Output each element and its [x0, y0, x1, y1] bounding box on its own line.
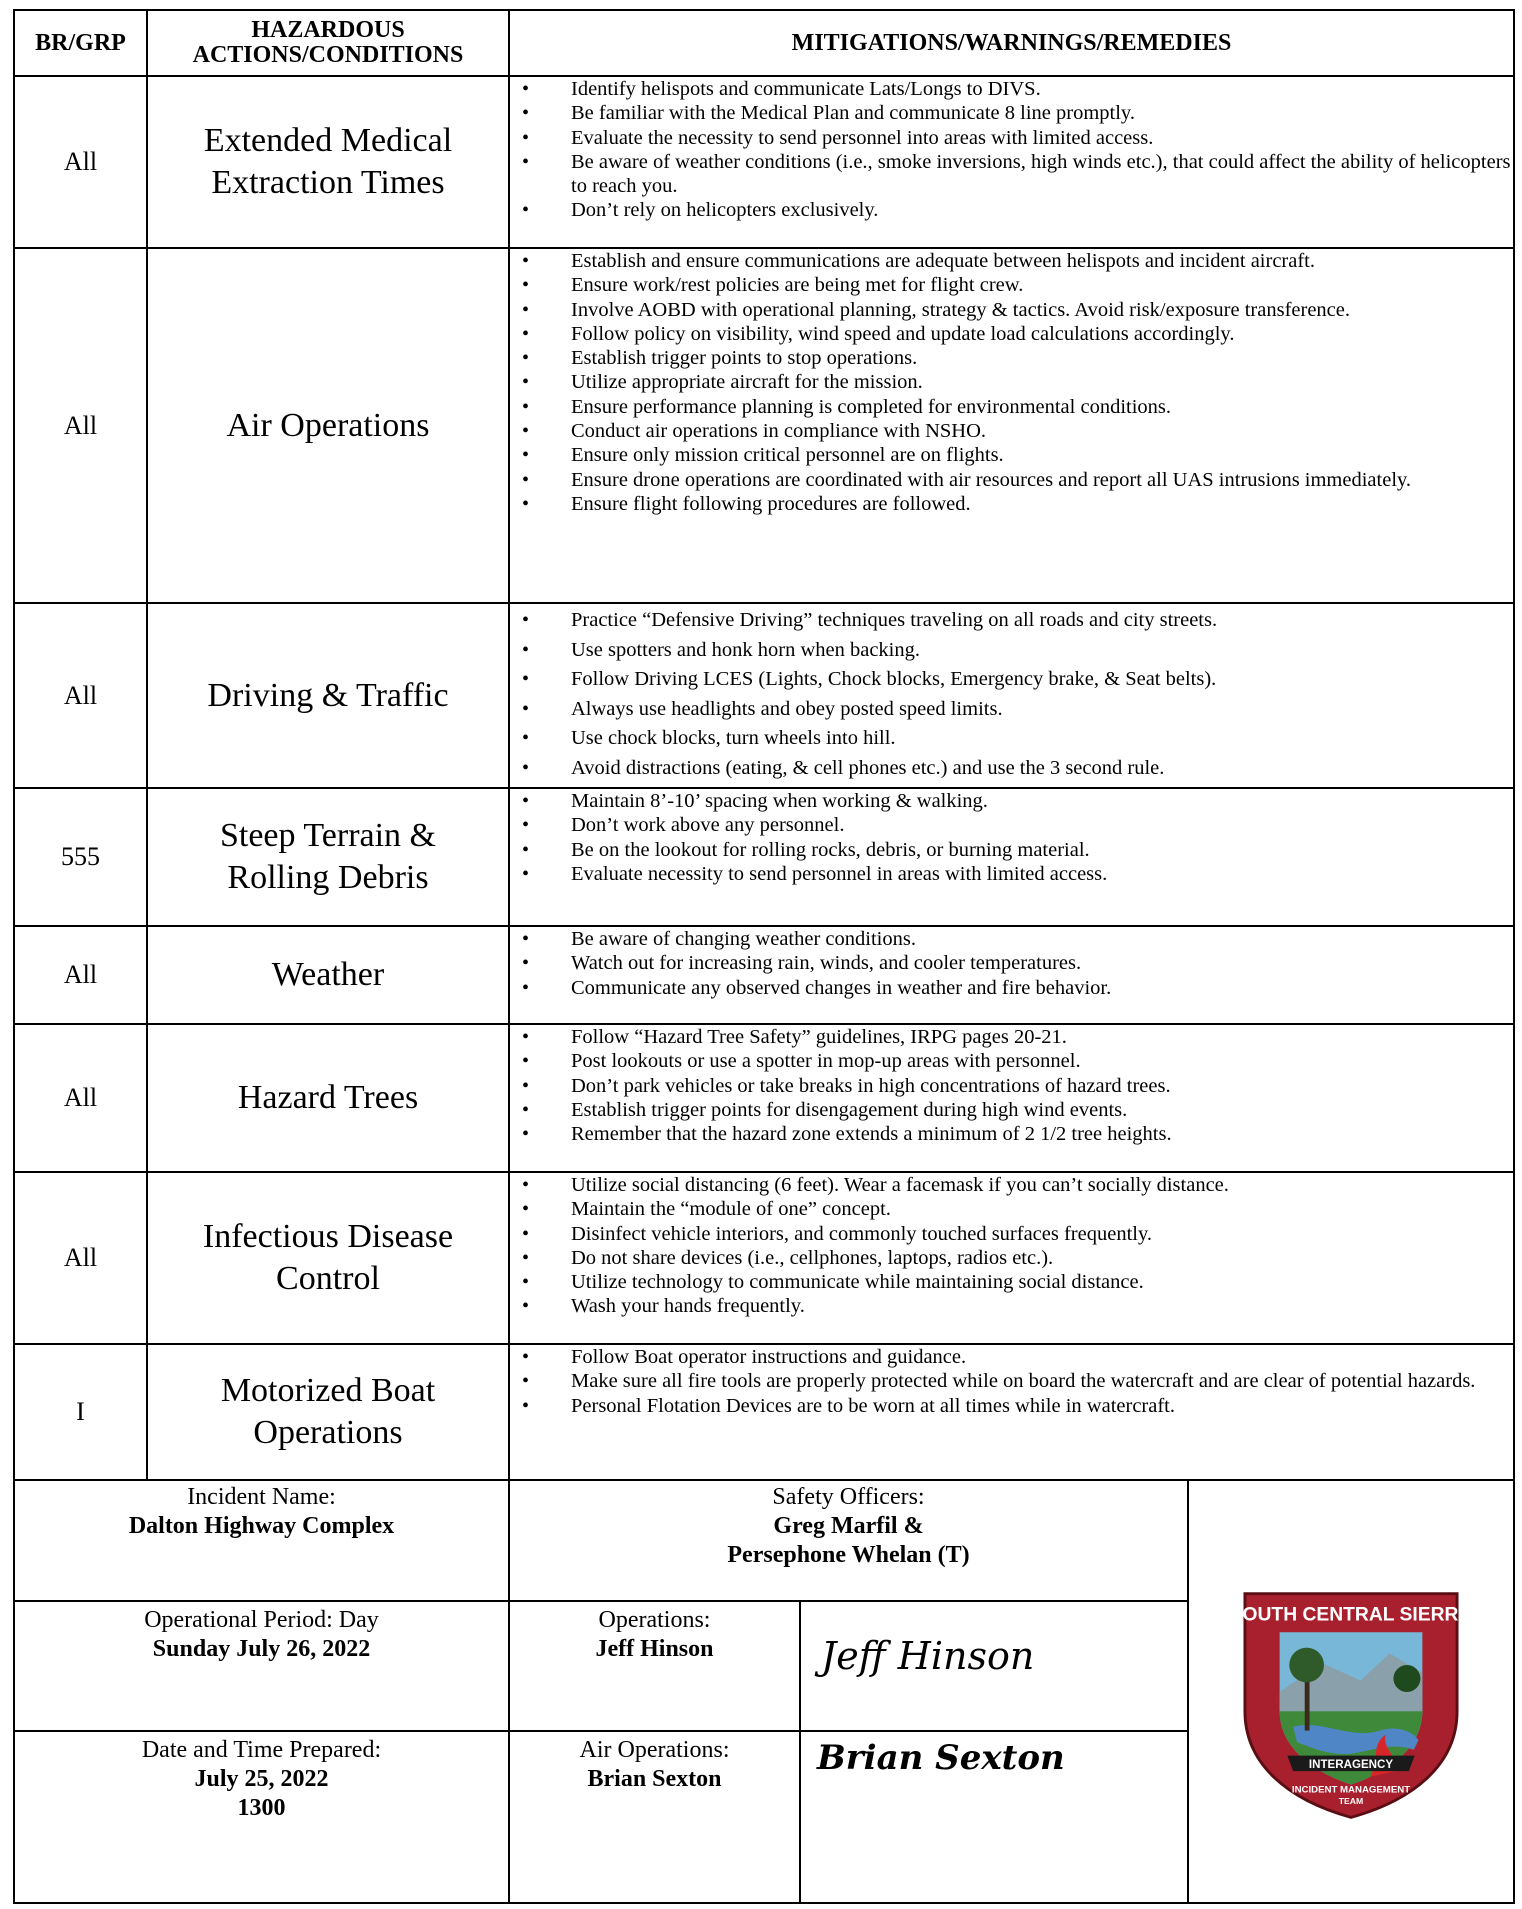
hazard-line1: Steep Terrain &	[219, 817, 437, 854]
incident-name: Dalton Highway Complex	[128, 1513, 395, 1539]
air-ops-signature-cell	[800, 1731, 1188, 1903]
list-item: • Be aware of weather conditions (i.e., smoke inversions, high winds etc.), that could affect the ability of helicopters to reach you.	[510, 150, 1513, 199]
hazard-line2: Operations	[253, 1414, 403, 1451]
hazard-cell	[147, 1024, 509, 1172]
list-item: • Be familiar with the Medical Plan and communicate 8 line promptly.	[510, 101, 1513, 125]
header-row	[14, 10, 1514, 76]
list-item: • Communicate any observed changes in weather and fire behavior.	[510, 976, 1513, 1000]
list-item: • Remember that the hazard zone extends a minimum of 2 1/2 tree heights.	[510, 1122, 1513, 1146]
op-period-cell	[14, 1601, 509, 1731]
op-period-label: Operational Period: Day	[144, 1607, 379, 1633]
table-row	[14, 1024, 1514, 1172]
br-grp-cell: I	[14, 1344, 147, 1480]
br-grp-cell: All	[14, 76, 147, 248]
list-item: • Always use headlights and obey posted speed limits.	[510, 695, 1513, 725]
list-item: • Use chock blocks, turn wheels into hill.	[510, 724, 1513, 754]
logo-bottom-text-1: INCIDENT MANAGEMENT	[1291, 1783, 1411, 1795]
safety-officer-1: Greg Marfil &	[773, 1513, 924, 1539]
mitigation-cell	[509, 1024, 1514, 1172]
br-grp-cell: All	[14, 1024, 147, 1172]
incident-name-label: Incident Name:	[187, 1484, 336, 1510]
operations-name: Jeff Hinson	[595, 1636, 714, 1662]
hazard-header-line2: ACTIONS/CONDITIONS	[192, 42, 464, 68]
air-ops-signature: Brian Sexton	[817, 1738, 1065, 1778]
hazard-cell	[147, 1172, 509, 1344]
logo-cell	[1188, 1480, 1514, 1903]
list-item: • Establish and ensure communications are adequate between helispots and incident aircraft.	[510, 249, 1513, 273]
hazard-line1: Infectious Disease	[202, 1218, 454, 1255]
list-item: • Practice “Defensive Driving” techniques traveling on all roads and city streets.	[510, 606, 1513, 636]
mitigation-list	[510, 1173, 1513, 1319]
list-item: • Ensure drone operations are coordinated with air resources and report all UAS intrusions immediately.	[510, 468, 1513, 492]
safety-officers-cell	[509, 1480, 1188, 1601]
hazard-cell	[147, 1344, 509, 1480]
footer-row	[14, 1480, 1514, 1601]
logo-arc-text: SOUTH CENTRAL SIERRA	[1229, 1604, 1473, 1626]
hazard-cell	[147, 603, 509, 788]
list-item: • Follow Boat operator instructions and guidance.	[510, 1345, 1513, 1369]
table-row	[14, 248, 1514, 603]
br-grp-cell: All	[14, 248, 147, 603]
list-item: • Maintain 8’-10’ spacing when working & walking.	[510, 789, 1513, 813]
air-ops-name: Brian Sexton	[587, 1766, 722, 1792]
list-item: • Ensure flight following procedures are followed.	[510, 492, 1513, 516]
list-item: • Follow “Hazard Tree Safety” guidelines, IRPG pages 20-21.	[510, 1025, 1513, 1049]
table-row	[14, 1344, 1514, 1480]
list-item: • Utilize appropriate aircraft for the mission.	[510, 370, 1513, 394]
table-row	[14, 1172, 1514, 1344]
safety-message-sheet	[13, 9, 1513, 1904]
list-item: • Don’t rely on helicopters exclusively.	[510, 198, 1513, 222]
list-item: • Maintain the “module of one” concept.	[510, 1197, 1513, 1221]
mitigations-header: MITIGATIONS/WARNINGS/REMEDIES	[509, 10, 1514, 76]
list-item: • Don’t park vehicles or take breaks in high concentrations of hazard trees.	[510, 1074, 1513, 1098]
hazard-line1: Weather	[271, 956, 385, 993]
mitigation-cell	[509, 76, 1514, 248]
mitigation-list	[510, 1025, 1513, 1146]
op-period: Sunday July 26, 2022	[152, 1636, 371, 1662]
list-item: • Make sure all fire tools are properly protected while on board the watercraft and are clear of potential hazards.	[510, 1369, 1513, 1393]
hazard-cell	[147, 76, 509, 248]
list-item: • Utilize social distancing (6 feet). Wear a facemask if you can’t socially distance.	[510, 1173, 1513, 1197]
logo-bottom-text-2: TEAM	[1338, 1795, 1364, 1806]
incident-name-cell	[14, 1480, 509, 1601]
list-item: • Use spotters and honk horn when backing.	[510, 636, 1513, 666]
hazard-line2: Extraction Times	[211, 164, 445, 201]
prepared-date: July 25, 2022	[194, 1766, 329, 1792]
operations-signature-cell	[800, 1601, 1188, 1731]
mitigation-cell	[509, 1172, 1514, 1344]
hazard-cell	[147, 248, 509, 603]
list-item: • Ensure work/rest policies are being met for flight crew.	[510, 273, 1513, 297]
list-item: • Do not share devices (i.e., cellphones, laptops, radios etc.).	[510, 1246, 1513, 1270]
br-grp-cell: All	[14, 603, 147, 788]
mitigation-list	[510, 249, 1513, 516]
br-grp-cell: 555	[14, 788, 147, 926]
table-row	[14, 788, 1514, 926]
hazard-line1: Air Operations	[226, 406, 430, 444]
hazard-line2: Control	[276, 1260, 380, 1297]
hazard-line1: Driving & Traffic	[207, 676, 449, 714]
mitigation-cell	[509, 926, 1514, 1024]
hazard-line1: Motorized Boat	[220, 1372, 436, 1409]
logo-banner-text: INTERAGENCY	[1308, 1758, 1394, 1771]
mitigation-cell	[509, 248, 1514, 603]
list-item: • Avoid distractions (eating, & cell phones etc.) and use the 3 second rule.	[510, 754, 1513, 784]
hazard-header-line1: HAZARDOUS	[251, 17, 405, 43]
list-item: • Conduct air operations in compliance with NSHO.	[510, 419, 1513, 443]
operations-label: Operations:	[598, 1607, 711, 1633]
hazard-line2: Rolling Debris	[227, 859, 429, 896]
safety-officers-label: Safety Officers:	[772, 1484, 925, 1510]
footer-table	[13, 1479, 1515, 1904]
table-row	[14, 926, 1514, 1024]
operations-signature: Jeff Hinson	[821, 1634, 1035, 1678]
air-ops-label: Air Operations:	[579, 1737, 730, 1763]
list-item: • Be on the lookout for rolling rocks, debris, or burning material.	[510, 838, 1513, 862]
prepared-cell	[14, 1731, 509, 1903]
list-item: • Evaluate necessity to send personnel in areas with limited access.	[510, 862, 1513, 886]
hazard-cell	[147, 788, 509, 926]
safety-officer-2: Persephone Whelan (T)	[727, 1542, 970, 1568]
list-item: • Wash your hands frequently.	[510, 1294, 1513, 1318]
air-ops-cell	[509, 1731, 800, 1903]
list-item: • Disinfect vehicle interiors, and commonly touched surfaces frequently.	[510, 1222, 1513, 1246]
mitigation-list	[510, 77, 1513, 223]
prepared-label: Date and Time Prepared:	[141, 1737, 382, 1763]
hazard-line1: Hazard Trees	[237, 1079, 419, 1116]
prepared-time: 1300	[237, 1795, 286, 1821]
mitigation-list	[510, 1345, 1513, 1418]
hazard-cell	[147, 926, 509, 1024]
list-item: • Be aware of changing weather conditions.	[510, 927, 1513, 951]
list-item: • Post lookouts or use a spotter in mop-up areas with personnel.	[510, 1049, 1513, 1073]
list-item: • Establish trigger points to stop operations.	[510, 346, 1513, 370]
hazard-table	[13, 9, 1515, 1481]
mitigation-cell	[509, 1344, 1514, 1480]
list-item: • Establish trigger points for disengagement during high wind events.	[510, 1098, 1513, 1122]
operations-cell	[509, 1601, 800, 1731]
br-grp-header: BR/GRP	[14, 10, 147, 76]
br-grp-cell: All	[14, 1172, 147, 1344]
list-item: • Follow policy on visibility, wind speed and update load calculations accordingly.	[510, 322, 1513, 346]
list-item: • Ensure only mission critical personnel are on flights.	[510, 443, 1513, 467]
mitigation-cell	[509, 788, 1514, 926]
list-item: • Identify helispots and communicate Lats/Longs to DIVS.	[510, 77, 1513, 101]
list-item: • Involve AOBD with operational planning, strategy & tactics. Avoid risk/exposure transference.	[510, 298, 1513, 322]
mitigation-list	[510, 789, 1513, 886]
list-item: • Watch out for increasing rain, winds, and cooler temperatures.	[510, 951, 1513, 975]
br-grp-cell: All	[14, 926, 147, 1024]
hazard-header	[147, 10, 509, 76]
list-item: • Utilize technology to communicate while maintaining social distance.	[510, 1270, 1513, 1294]
hazard-line1: Extended Medical	[203, 122, 453, 159]
mitigation-list	[510, 604, 1513, 783]
mitigation-cell	[509, 603, 1514, 788]
list-item: • Personal Flotation Devices are to be worn at all times while in watercraft.	[510, 1394, 1513, 1418]
table-row	[14, 76, 1514, 248]
list-item: • Evaluate the necessity to send personnel into areas with limited access.	[510, 126, 1513, 150]
list-item: • Don’t work above any personnel.	[510, 813, 1513, 837]
table-row	[14, 603, 1514, 788]
team-logo	[1216, 1557, 1486, 1827]
list-item: • Follow Driving LCES (Lights, Chock blocks, Emergency brake, & Seat belts).	[510, 665, 1513, 695]
mitigation-list	[510, 927, 1513, 1000]
list-item: • Ensure performance planning is completed for environmental conditions.	[510, 395, 1513, 419]
